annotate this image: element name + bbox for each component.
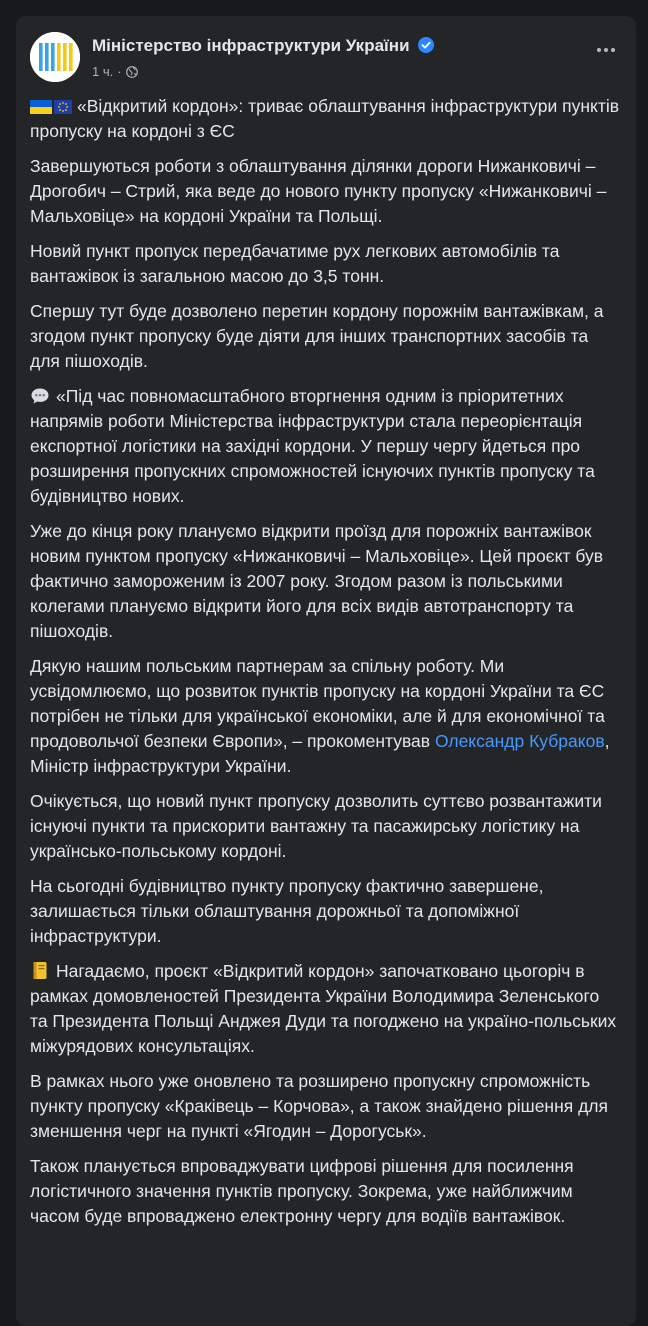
author-name-text[interactable]: Міністерство інфраструктури України (92, 36, 410, 55)
post-timestamp[interactable]: 1 ч. (92, 64, 114, 79)
post-paragraph: Завершуються роботи з облаштування ділянки дороги Нижанковичі – Дрогобич – Стрий, яка веде до нового пункту пропуску «Нижанковичі – Мальховіце» на кордоні України та Польщі. (30, 156, 607, 226)
post-paragraph (30, 94, 620, 144)
post-paragraph-text: «Під час повномасштабного вторгнення одним із пріоритетних напрямів роботи Міністерства інфраструктури стала переорієнтація експортної логістики на західні кордони. У першу чергу йдеться про розширення пропускних спроможностей існуючих пунктів пропуску та будівництво нових. (30, 386, 595, 506)
post-body (16, 94, 636, 1229)
globe-icon[interactable] (126, 66, 138, 78)
mention-link[interactable]: Олександр Кубраков (434, 731, 605, 751)
eu-flag-icon (54, 99, 72, 115)
speech-bubble-icon (30, 387, 50, 405)
post-header (16, 16, 636, 94)
post-paragraph: Новий пункт пропуск передбачатиме рух легкових автомобілів та вантажівок із загальною масою до 3,5 тонн. (30, 241, 560, 286)
post-paragraph: На сьогодні будівництво пункту пропуску фактично завершене, залишається тільки облаштування дорожньої та допоміжної інфраструктури. (30, 876, 544, 946)
ukraine-flag-icon (30, 99, 52, 115)
meta-separator: · (117, 64, 122, 79)
post-paragraph: В рамках нього уже оновлено та розширено пропускну спроможність пункту пропуску «Краківець – Корчова», а також знайдено рішення для зменшення черг на пункті «Ягодин – Дорогуськ». (30, 1071, 608, 1141)
post-meta (92, 64, 138, 79)
post-paragraph-text: Дякую нашим польським партнерам за спільну роботу. Ми усвідомлюємо, що розвиток пунктів пропуску на кордоні України та ЄС потрібен не тільки для української економіки, але й для економічної та продовольчої безпеки Європи», – прокоментував (30, 656, 605, 751)
post-paragraph (30, 654, 620, 779)
ministry-logo-icon (30, 32, 80, 82)
post-card (16, 16, 636, 1326)
more-options-icon (596, 47, 616, 53)
post-paragraph: Також планується впроваджувати цифрові рішення для посилення логістичного значення пунктів пропуску. Зокрема, уже найближчим часом буде впроваджено електронну чергу для водіїв вантажівок. (30, 1156, 574, 1226)
post-paragraph-text: , Міністр інфраструктури України. (30, 731, 610, 776)
author-name[interactable] (92, 36, 434, 56)
notebook-icon (32, 961, 48, 980)
verified-badge-icon (418, 37, 434, 53)
more-options-button[interactable] (588, 38, 624, 62)
post-paragraph (30, 959, 620, 1059)
post-paragraph-text: Нагадаємо, проєкт «Відкритий кордон» започатковано цьогоріч в рамках домовленостей Президента України Володимира Зеленського та Президента Польщі Анджея Дуди та погоджено на україно-польських міжурядових консультаціях. (30, 961, 617, 1056)
post-paragraph-text: «Відкритий кордон»: триває облаштування інфраструктури пунктів пропуску на кордоні з ЄС (30, 96, 620, 141)
post-paragraph: Уже до кінця року плануємо відкрити проїзд для порожніх вантажівок новим пунктом пропуску «Нижанковичі – Мальховіце». Цей проєкт був фактично замороженим із 2007 року. Згодом разом із польськими колегами плануємо відкрити його для всіх видів автотранспорту та пішоходів. (30, 521, 604, 641)
post-paragraph (30, 384, 620, 509)
post-paragraph: Спершу тут буде дозволено перетин кордону порожнім вантажівкам, а згодом пункт пропуску буде діяти для інших транспортних засобів та для пішоходів. (30, 301, 604, 371)
post-paragraph: Очікується, що новий пункт пропуску дозволить суттєво розвантажити існуючі пункти та прискорити вантажну та пасажирську логістику на українсько-польському кордоні. (30, 791, 602, 861)
avatar[interactable] (30, 32, 80, 82)
